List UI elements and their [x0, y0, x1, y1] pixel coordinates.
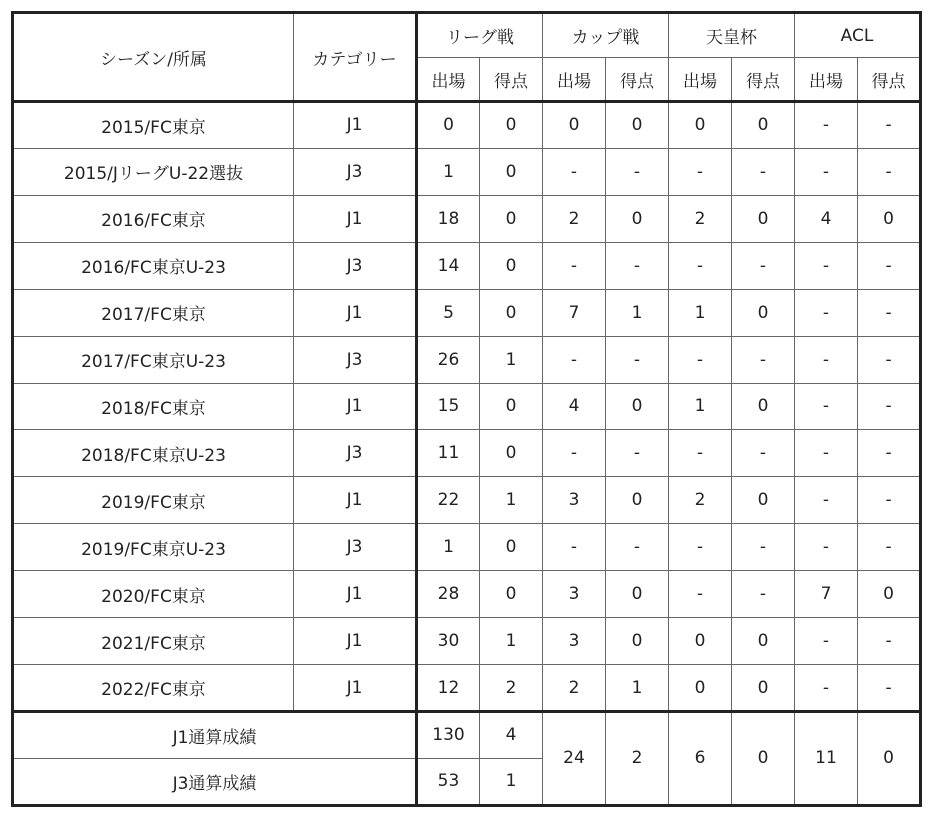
value-cell: 0	[858, 571, 921, 618]
value-cell: 0	[480, 383, 543, 430]
value-cell: -	[669, 524, 732, 571]
value-cell: 3	[543, 571, 606, 618]
value-cell: 1	[480, 477, 543, 524]
value-cell: 1	[480, 618, 543, 665]
value-cell: 3	[543, 477, 606, 524]
header-apps: 出場	[795, 58, 858, 102]
value-cell: -	[858, 242, 921, 289]
value-cell: -	[669, 430, 732, 477]
value-cell: -	[732, 524, 795, 571]
value-cell: -	[795, 148, 858, 195]
value-cell: -	[732, 148, 795, 195]
value-cell: 0	[732, 102, 795, 149]
season-cell: 2018/FC東京	[13, 383, 294, 430]
value-cell: 22	[417, 477, 480, 524]
total-acl-apps: 11	[795, 711, 858, 805]
value-cell: -	[543, 148, 606, 195]
value-cell: 12	[417, 665, 480, 712]
header-apps: 出場	[417, 58, 480, 102]
total-cup-apps: 24	[543, 711, 606, 805]
value-cell: 0	[732, 195, 795, 242]
value-cell: 0	[480, 289, 543, 336]
header-acl: ACL	[795, 13, 921, 58]
value-cell: 0	[669, 665, 732, 712]
value-cell: 1	[606, 665, 669, 712]
value-cell: 4	[795, 195, 858, 242]
value-cell: 1	[669, 383, 732, 430]
value-cell: -	[795, 477, 858, 524]
value-cell: -	[858, 102, 921, 149]
value-cell: 1	[417, 524, 480, 571]
season-cell: 2021/FC東京	[13, 618, 294, 665]
header-emperors-cup: 天皇杯	[669, 13, 795, 58]
value-cell: -	[606, 430, 669, 477]
category-cell: J3	[294, 148, 417, 195]
value-cell: 0	[606, 618, 669, 665]
value-cell: 2	[669, 195, 732, 242]
value-cell: 0	[543, 102, 606, 149]
table-row	[13, 289, 921, 336]
header-row-groups	[13, 13, 921, 58]
category-cell: J1	[294, 618, 417, 665]
season-cell: 2019/FC東京	[13, 477, 294, 524]
season-cell: 2015/JリーグU-22選抜	[13, 148, 294, 195]
value-cell: 0	[669, 102, 732, 149]
value-cell: -	[858, 336, 921, 383]
value-cell: -	[606, 336, 669, 383]
season-cell: 2017/FC東京U-23	[13, 336, 294, 383]
value-cell: 0	[858, 195, 921, 242]
header-goals: 得点	[606, 58, 669, 102]
value-cell: -	[669, 336, 732, 383]
table-row	[13, 665, 921, 712]
table-row	[13, 430, 921, 477]
header-league: リーグ戦	[417, 13, 543, 58]
value-cell: 2	[669, 477, 732, 524]
table-row	[13, 102, 921, 149]
value-cell: -	[732, 571, 795, 618]
value-cell: -	[858, 618, 921, 665]
value-cell: 15	[417, 383, 480, 430]
value-cell: -	[543, 242, 606, 289]
category-cell: J1	[294, 383, 417, 430]
value-cell: 4	[543, 383, 606, 430]
value-cell: 1	[669, 289, 732, 336]
value-cell: -	[795, 336, 858, 383]
value-cell: 0	[732, 618, 795, 665]
header-category: カテゴリー	[294, 13, 417, 102]
value-cell: 14	[417, 242, 480, 289]
value-cell: 2	[543, 195, 606, 242]
category-cell: J1	[294, 289, 417, 336]
value-cell: -	[606, 524, 669, 571]
value-cell: 0	[480, 242, 543, 289]
value-cell: 11	[417, 430, 480, 477]
value-cell: 0	[417, 102, 480, 149]
total-label-j1: J1通算成績	[13, 711, 417, 758]
season-cell: 2017/FC東京	[13, 289, 294, 336]
value-cell: 28	[417, 571, 480, 618]
season-cell: 2016/FC東京U-23	[13, 242, 294, 289]
value-cell: 1	[480, 336, 543, 383]
table-row	[13, 571, 921, 618]
value-cell: -	[795, 665, 858, 712]
value-cell: -	[858, 665, 921, 712]
value-cell: 26	[417, 336, 480, 383]
value-cell: -	[543, 524, 606, 571]
table-row	[13, 195, 921, 242]
value-cell: 7	[795, 571, 858, 618]
table-row	[13, 336, 921, 383]
value-cell: 0	[480, 571, 543, 618]
value-cell: 0	[606, 383, 669, 430]
value-cell: -	[543, 336, 606, 383]
value-cell: -	[795, 242, 858, 289]
season-cell: 2016/FC東京	[13, 195, 294, 242]
value-cell: 1	[417, 148, 480, 195]
value-cell: 0	[669, 618, 732, 665]
category-cell: J1	[294, 477, 417, 524]
header-goals: 得点	[480, 58, 543, 102]
table-row	[13, 242, 921, 289]
category-cell: J3	[294, 336, 417, 383]
total-league-apps-j1: 130	[417, 711, 480, 758]
value-cell: -	[795, 430, 858, 477]
header-apps: 出場	[669, 58, 732, 102]
total-league-apps-j3: 53	[417, 758, 480, 805]
value-cell: 0	[606, 571, 669, 618]
category-cell: J3	[294, 430, 417, 477]
value-cell: -	[732, 430, 795, 477]
value-cell: 0	[606, 102, 669, 149]
category-cell: J3	[294, 524, 417, 571]
value-cell: -	[795, 524, 858, 571]
total-league-goals-j3: 1	[480, 758, 543, 805]
value-cell: 7	[543, 289, 606, 336]
value-cell: -	[732, 336, 795, 383]
value-cell: 0	[732, 289, 795, 336]
value-cell: -	[858, 148, 921, 195]
value-cell: -	[858, 289, 921, 336]
total-cup-goals: 2	[606, 711, 669, 805]
value-cell: -	[732, 242, 795, 289]
value-cell: 0	[480, 148, 543, 195]
table-row	[13, 477, 921, 524]
table-row	[13, 148, 921, 195]
value-cell: 0	[480, 524, 543, 571]
total-emperors-apps: 6	[669, 711, 732, 805]
value-cell: -	[606, 242, 669, 289]
total-emperors-goals: 0	[732, 711, 795, 805]
season-cell: 2015/FC東京	[13, 102, 294, 149]
value-cell: -	[795, 383, 858, 430]
value-cell: -	[669, 242, 732, 289]
category-cell: J1	[294, 195, 417, 242]
category-cell: J1	[294, 571, 417, 618]
category-cell: J1	[294, 102, 417, 149]
season-cell: 2019/FC東京U-23	[13, 524, 294, 571]
season-cell: 2018/FC東京U-23	[13, 430, 294, 477]
header-apps: 出場	[543, 58, 606, 102]
value-cell: 2	[480, 665, 543, 712]
value-cell: -	[606, 148, 669, 195]
value-cell: 0	[606, 195, 669, 242]
value-cell: 0	[480, 195, 543, 242]
season-cell: 2022/FC東京	[13, 665, 294, 712]
value-cell: -	[858, 430, 921, 477]
value-cell: -	[858, 383, 921, 430]
value-cell: -	[858, 477, 921, 524]
value-cell: -	[858, 524, 921, 571]
table-row	[13, 383, 921, 430]
value-cell: 5	[417, 289, 480, 336]
value-cell: 0	[606, 477, 669, 524]
value-cell: 2	[543, 665, 606, 712]
header-goals: 得点	[858, 58, 921, 102]
value-cell: 0	[732, 665, 795, 712]
table-row	[13, 524, 921, 571]
value-cell: 0	[732, 477, 795, 524]
value-cell: -	[669, 148, 732, 195]
value-cell: 30	[417, 618, 480, 665]
value-cell: 18	[417, 195, 480, 242]
table-row	[13, 618, 921, 665]
value-cell: -	[795, 618, 858, 665]
value-cell: 0	[480, 430, 543, 477]
total-acl-goals: 0	[858, 711, 921, 805]
header-goals: 得点	[732, 58, 795, 102]
value-cell: -	[795, 102, 858, 149]
header-season: シーズン/所属	[13, 13, 294, 102]
total-label-j3: J3通算成績	[13, 758, 417, 805]
category-cell: J3	[294, 242, 417, 289]
value-cell: 1	[606, 289, 669, 336]
total-league-goals-j1: 4	[480, 711, 543, 758]
season-cell: 2020/FC東京	[13, 571, 294, 618]
category-cell: J1	[294, 665, 417, 712]
header-cup: カップ戦	[543, 13, 669, 58]
value-cell: -	[669, 571, 732, 618]
value-cell: -	[795, 289, 858, 336]
total-row-j1	[13, 711, 921, 758]
stats-table	[11, 11, 922, 807]
value-cell: 0	[732, 383, 795, 430]
value-cell: 3	[543, 618, 606, 665]
value-cell: 0	[480, 102, 543, 149]
value-cell: -	[543, 430, 606, 477]
